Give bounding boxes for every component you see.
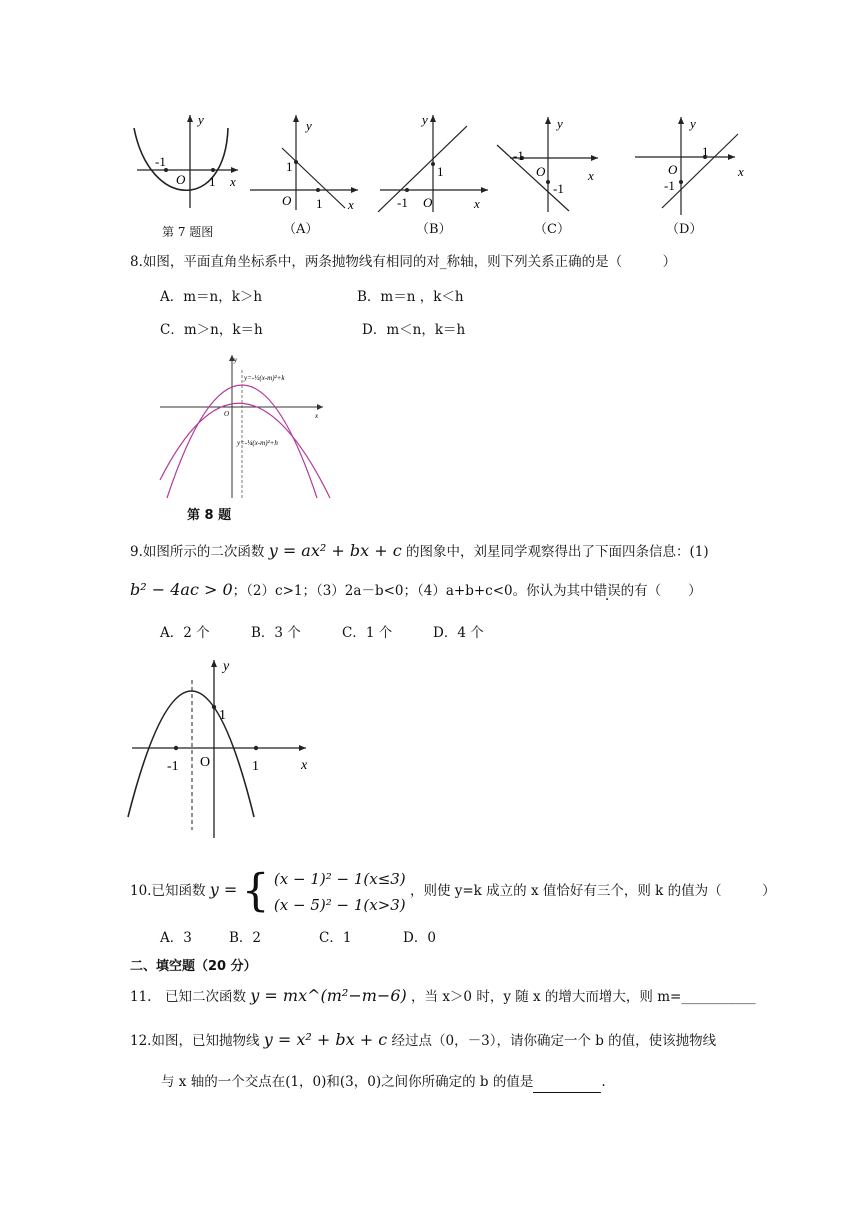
q8-eq-top: y=-½(x-m)²+k	[244, 374, 285, 382]
q10-choice-b: B．2	[229, 930, 262, 946]
svg-text:1: 1	[209, 174, 216, 189]
q7-option-b-label: （B）	[416, 222, 452, 237]
q7-option-b-graph	[378, 112, 488, 212]
q9-stem-line1: 9.如图所示的二次函数 y = ax² + bx + c 的图象中，刘星同学观察得出了下面四条信息：(1)	[130, 541, 709, 560]
q11-stem: 11. 已知二次函数 y = mx^(m²−m−6) ，当 x＞0 时，y 随 x 的增大而增大，则 m=___________	[130, 986, 756, 1005]
q9-choice-d: D．4 个	[433, 625, 484, 641]
svg-text:y: y	[306, 118, 312, 133]
svg-text:y: y	[422, 112, 428, 127]
svg-text:O: O	[200, 755, 211, 770]
q7-option-c-label: （C）	[534, 222, 570, 237]
svg-text:x: x	[315, 412, 319, 420]
svg-text:x: x	[230, 174, 236, 189]
svg-text:-1: -1	[397, 195, 408, 210]
svg-text:O: O	[668, 162, 678, 177]
svg-text:y: y	[223, 659, 230, 674]
q9-discriminant: b² − 4ac > 0	[130, 580, 233, 599]
q8-choice-d: D．m＜n，k＝h	[362, 322, 466, 338]
q10-piece-1: (x − 1)² − 1(x≤3)	[273, 869, 406, 888]
q9-choice-b: B．3 个	[251, 625, 301, 641]
svg-text:O: O	[176, 172, 186, 187]
q8-choice-b: B．m＝n ，k＜h	[357, 289, 464, 305]
svg-text:-1: -1	[664, 178, 675, 193]
q8-figure-caption: 第 8 题	[187, 508, 232, 523]
svg-text:O: O	[224, 410, 230, 418]
q10-choice-d: D．0	[403, 930, 436, 946]
svg-text:1: 1	[702, 144, 709, 159]
q8-choice-c: C．m＞n，k＝h	[160, 322, 263, 338]
q10-stem: 10.已知函数 y = { (x − 1)² − 1(x≤3) (x − 5)² − 1(x>3) ，则使 y=k 成立的 x 值恰好有三个，则 k 的值为（ ）	[130, 865, 776, 917]
svg-text:x: x	[474, 196, 480, 211]
svg-text:-1: -1	[167, 759, 179, 774]
q7-option-a-graph	[250, 115, 358, 212]
q11-formula: y = mx^(m²−m−6)	[250, 986, 407, 1005]
svg-text:O: O	[423, 195, 433, 210]
q7-option-d-graph	[635, 116, 744, 215]
q10-choice-c: C．1	[319, 930, 352, 946]
q7-option-d-label: （D）	[666, 222, 703, 237]
q7-y-label: y	[198, 112, 204, 127]
q8-choice-a: A．m＝n，k＞h	[160, 289, 263, 305]
q12-stem-line1: 12.如图，已知抛物线 y = x² + bx + c 经过点（0，－3），请你确定一个 b 的值，使该抛物线	[130, 1030, 717, 1049]
q8-eq-bottom: y=-¼(x-m)²+h	[237, 439, 278, 447]
svg-text:x: x	[738, 164, 744, 179]
q9-formula: y = ax² + bx + c	[268, 541, 402, 560]
svg-text:y: y	[690, 116, 696, 131]
q11-answer-blank: ___________	[681, 989, 756, 1005]
q9-figure	[120, 655, 320, 840]
svg-text:1: 1	[219, 708, 226, 723]
svg-text:1: 1	[437, 164, 444, 179]
svg-text:y: y	[557, 116, 563, 131]
q12-stem-line2: 与 x 轴的一个交点在(1，0)和(3，0)之间你所确定的 b 的值是 .	[161, 1072, 606, 1093]
section-title: 二、填空题（20 分）	[130, 959, 257, 974]
svg-text:-1: -1	[553, 181, 564, 196]
svg-text:x: x	[348, 197, 354, 212]
q12-formula: y = x² + bx + c	[263, 1030, 388, 1049]
svg-text:1: 1	[286, 159, 293, 174]
q7-figure-caption: 第 7 题图	[162, 225, 214, 239]
svg-text:O: O	[536, 164, 546, 179]
q8-stem: 8.如图，平面直角坐标系中，两条抛物线有相同的对_称轴，则下列关系正确的是（ ）	[130, 254, 677, 270]
svg-text:O: O	[282, 193, 292, 208]
svg-text:1: 1	[252, 759, 259, 774]
svg-text:-1: -1	[155, 154, 166, 169]
q9-stem-line2: b² − 4ac > 0；（2）c>1；（3）2a－b<0；（4）a+b+c<0。你认为其中错误的有（ ）	[130, 580, 702, 599]
q9-choice-c: C．1 个	[342, 625, 393, 641]
svg-text:-1: -1	[513, 148, 524, 163]
q10-choice-a: A．3	[160, 930, 192, 946]
q7-option-c-graph	[497, 116, 598, 212]
q12-answer-blank	[533, 1072, 601, 1093]
q10-piece-2: (x − 5)² − 1(x>3)	[273, 895, 406, 914]
svg-text:x: x	[301, 758, 308, 773]
q8-figure	[155, 350, 335, 500]
svg-text:y: y	[234, 356, 238, 364]
q9-choice-a: A．2 个	[160, 625, 210, 641]
q7-option-a-label: （A）	[283, 222, 319, 237]
q9-emphasis: 错误	[593, 583, 621, 599]
svg-text:x: x	[588, 168, 594, 183]
q7-main-graph	[134, 112, 238, 208]
svg-text:1: 1	[316, 196, 323, 211]
